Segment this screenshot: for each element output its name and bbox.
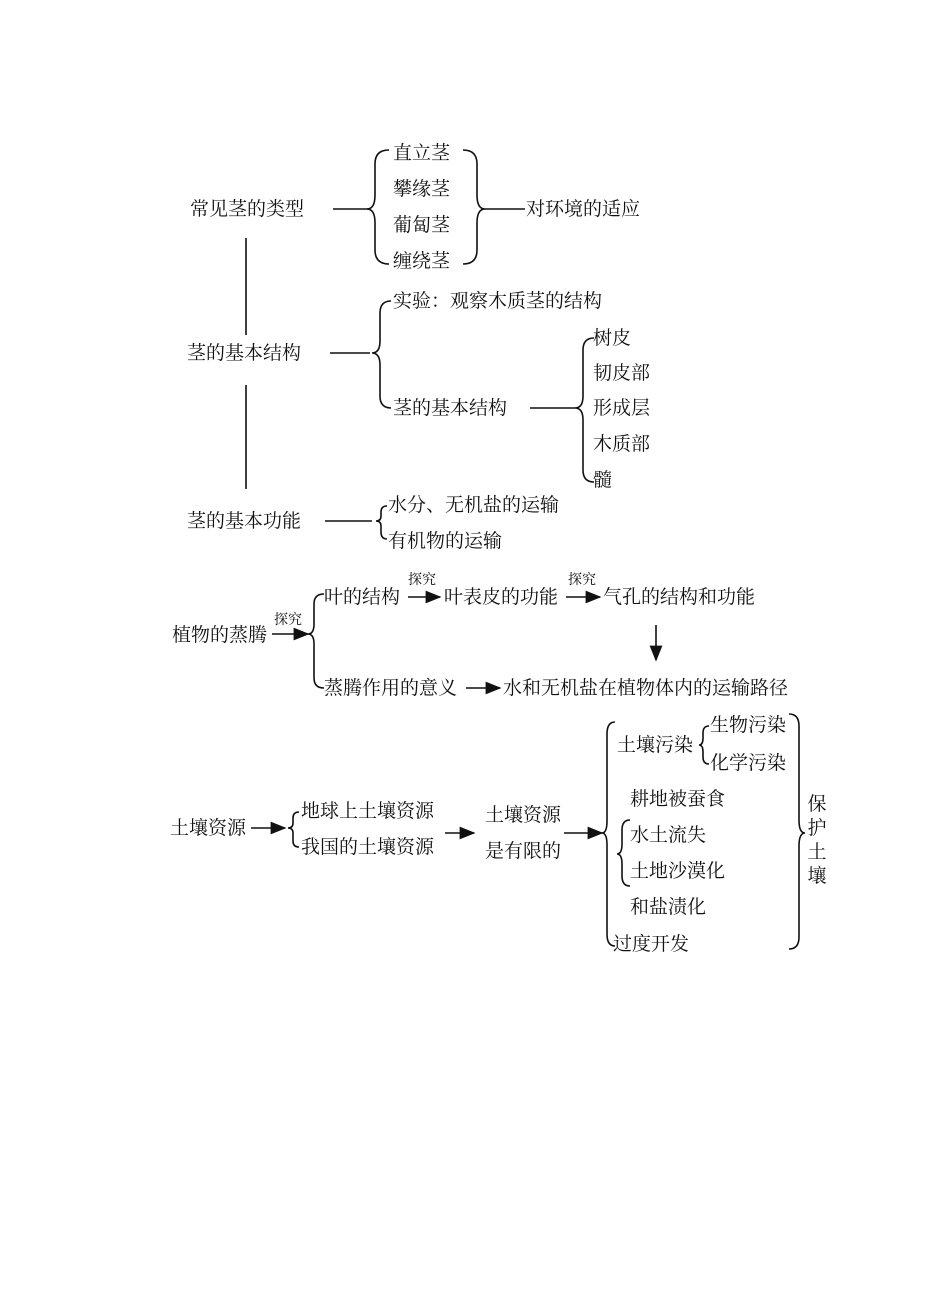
over-development: 过度开发 <box>613 933 690 955</box>
left-brace <box>575 338 594 482</box>
left-brace <box>617 820 630 886</box>
transpiration-root: 植物的蒸腾 <box>172 624 268 646</box>
stem-type-item: 缠绕茎 <box>393 250 451 272</box>
right-brace <box>463 150 485 264</box>
transport-path: 水和无机盐在植物体内的运输路径 <box>503 677 789 699</box>
leaf-structure: 叶的结构 <box>324 586 401 608</box>
stem-part: 形成层 <box>593 397 651 419</box>
left-brace <box>372 301 391 408</box>
pollution-type: 化学污染 <box>710 752 787 774</box>
stem-types-result: 对环境的适应 <box>526 198 641 220</box>
soil-limited-line2: 是有限的 <box>485 840 562 862</box>
stem-part: 树皮 <box>593 327 632 349</box>
pollution-type: 生物污染 <box>710 714 787 736</box>
soil-item: 我国的土壤资源 <box>301 836 435 858</box>
stem-function-item: 有机物的运输 <box>388 530 503 552</box>
explore-label: 探究 <box>568 572 596 588</box>
left-brace <box>602 722 615 946</box>
salinization: 和盐渍化 <box>630 896 707 918</box>
desertification: 土地沙漠化 <box>630 860 726 882</box>
left-brace <box>367 150 389 264</box>
stem-part: 髓 <box>593 469 613 491</box>
stem-types-root: 常见茎的类型 <box>190 198 305 220</box>
stem-structure-root: 茎的基本结构 <box>187 342 302 364</box>
stem-structure-experiment: 实验：观察木质茎的结构 <box>393 290 603 312</box>
stem-type-item: 攀缘茎 <box>393 178 451 200</box>
transpiration-significance: 蒸腾作用的意义 <box>324 677 458 699</box>
stem-function-root: 茎的基本功能 <box>187 510 302 532</box>
soil-pollution: 土壤污染 <box>617 734 694 756</box>
left-brace <box>699 726 709 764</box>
soil-erosion: 水土流失 <box>630 824 707 846</box>
stem-part: 木质部 <box>593 433 651 455</box>
right-brace <box>789 714 805 949</box>
epidermis-function: 叶表皮的功能 <box>444 586 559 608</box>
stem-type-item: 直立茎 <box>393 142 451 164</box>
protect-soil: 保护土壤 <box>807 793 827 887</box>
stomata-structure: 气孔的结构和功能 <box>603 586 756 608</box>
stem-part: 韧皮部 <box>593 362 651 384</box>
left-brace <box>376 506 387 539</box>
soil-item: 地球上土壤资源 <box>301 800 435 822</box>
left-brace <box>308 594 324 688</box>
soil-root: 土壤资源 <box>170 817 247 839</box>
farmland-loss: 耕地被蚕食 <box>630 788 726 810</box>
left-brace <box>288 812 299 847</box>
explore-label: 探究 <box>408 572 436 588</box>
soil-limited-line1: 土壤资源 <box>485 804 562 826</box>
explore-label: 探究 <box>274 612 302 628</box>
stem-function-item: 水分、无机盐的运输 <box>388 494 560 516</box>
stem-structure-sub: 茎的基本结构 <box>393 397 508 419</box>
stem-type-item: 葡匐茎 <box>393 214 451 236</box>
